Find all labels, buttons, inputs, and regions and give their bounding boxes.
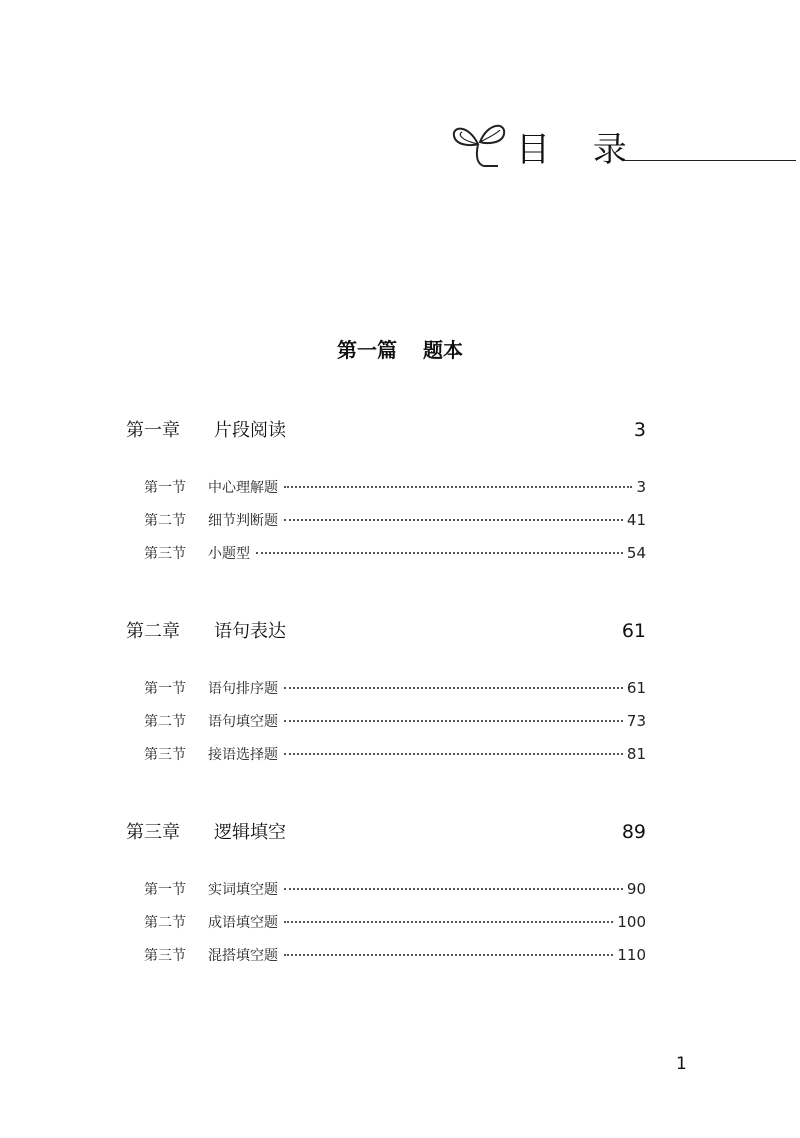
section-name: 细节判断题 — [208, 513, 278, 529]
dot-leader — [284, 486, 632, 488]
dot-leader — [284, 687, 623, 689]
section-number: 第三节 — [144, 948, 186, 964]
toc-header — [448, 108, 800, 188]
section-number: 第二节 — [144, 513, 186, 529]
section-page: 61 — [626, 679, 646, 697]
section-name: 中心理解题 — [208, 480, 278, 496]
section-page: 54 — [626, 544, 646, 562]
section-list — [126, 477, 646, 576]
section-number: 第三节 — [144, 747, 186, 763]
section-name: 混搭填空题 — [208, 948, 278, 964]
dot-leader — [284, 921, 613, 923]
toc-entry[interactable] — [126, 879, 646, 912]
toc-entry[interactable] — [126, 945, 646, 978]
section-page: 73 — [626, 712, 646, 730]
section-number: 第一节 — [144, 480, 186, 496]
title-rule — [622, 160, 796, 161]
section-page: 81 — [626, 745, 646, 763]
part-label: 第一篇 — [337, 338, 397, 362]
section-page: 41 — [626, 511, 646, 529]
section-number: 第三节 — [144, 546, 186, 562]
chapter-page: 89 — [621, 821, 646, 843]
toc-entry[interactable] — [126, 678, 646, 711]
section-name: 小题型 — [208, 546, 250, 562]
toc-title: 目 录 — [516, 130, 643, 170]
chapter-heading[interactable] — [126, 416, 646, 446]
chapter-name: 语句表达 — [214, 621, 286, 642]
section-name: 成语填空题 — [208, 915, 278, 931]
section-page: 110 — [617, 946, 646, 964]
section-number: 第二节 — [144, 915, 186, 931]
toc-entry[interactable] — [126, 711, 646, 744]
chapter-name: 片段阅读 — [214, 420, 286, 441]
section-number: 第二节 — [144, 714, 186, 730]
page-number: 1 — [676, 1054, 687, 1074]
part-name: 题本 — [423, 338, 463, 362]
section-list — [126, 678, 646, 777]
sprout-icon — [448, 114, 510, 174]
dot-leader — [284, 720, 623, 722]
toc-entry[interactable] — [126, 510, 646, 543]
chapter-heading[interactable] — [126, 617, 646, 647]
chapter-page: 61 — [621, 620, 646, 642]
chapter-number: 第一章 — [126, 420, 180, 441]
chapter-page: 3 — [633, 419, 646, 441]
section-page: 90 — [626, 880, 646, 898]
chapter-1 — [126, 416, 646, 576]
dot-leader — [284, 519, 623, 521]
section-name: 语句填空题 — [208, 714, 278, 730]
chapter-heading[interactable] — [126, 818, 646, 848]
toc-entry[interactable] — [126, 912, 646, 945]
part-title — [0, 336, 800, 364]
chapter-number: 第二章 — [126, 621, 180, 642]
section-number: 第一节 — [144, 882, 186, 898]
chapter-name: 逻辑填空 — [214, 822, 286, 843]
dot-leader — [284, 888, 623, 890]
chapter-2 — [126, 617, 646, 777]
dot-leader — [256, 552, 623, 554]
chapter-3 — [126, 818, 646, 978]
section-name: 语句排序题 — [208, 681, 278, 697]
section-name: 实词填空题 — [208, 882, 278, 898]
section-list — [126, 879, 646, 978]
dot-leader — [284, 954, 613, 956]
section-number: 第一节 — [144, 681, 186, 697]
chapter-number: 第三章 — [126, 822, 180, 843]
toc-entry[interactable] — [126, 477, 646, 510]
section-page: 100 — [617, 913, 646, 931]
toc-entry[interactable] — [126, 744, 646, 777]
section-page: 3 — [636, 478, 646, 496]
section-name: 接语选择题 — [208, 747, 278, 763]
dot-leader — [284, 753, 623, 755]
toc-entry[interactable] — [126, 543, 646, 576]
